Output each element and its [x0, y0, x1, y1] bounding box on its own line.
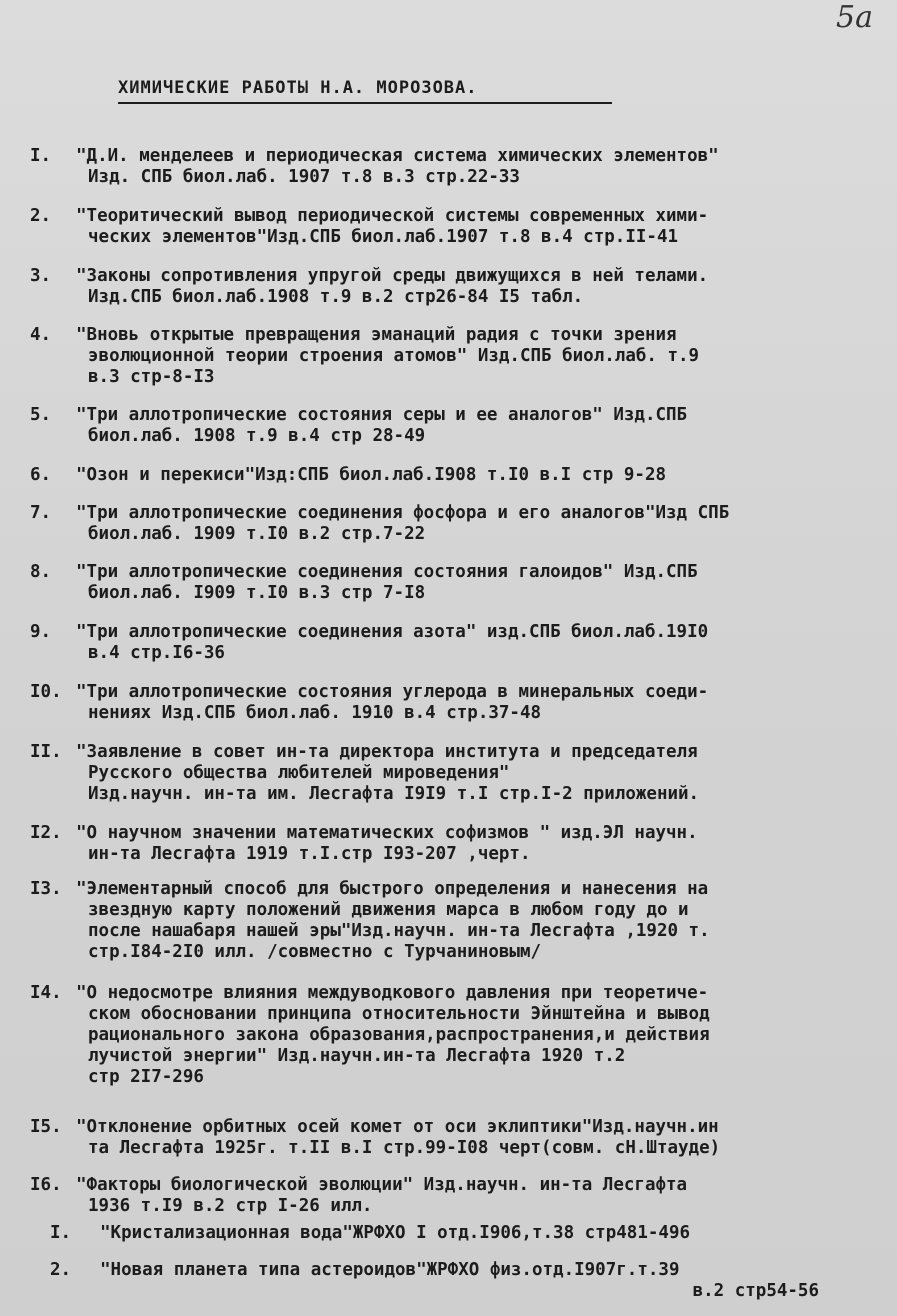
entry-line: в.2 стр54-56	[692, 1281, 819, 1301]
entry-line: "Факторы биологической эволюции" Изд.научн. ин-та Лесгафта	[76, 1175, 688, 1195]
bibliography-entry-number: I0.	[30, 682, 62, 702]
entry-line: "Три аллотропические соединения азота" изд.СПБ биол.лаб.19I0	[76, 622, 709, 642]
bibliography-entry-text	[76, 1117, 889, 1159]
entry-line: нениях Изд.СПБ биол.лаб. 1910 в.4 стр.37-48	[88, 703, 542, 723]
bibliography-entry-number: 4.	[30, 325, 52, 345]
bibliography-entry-text	[76, 266, 889, 308]
document-title: ХИМИЧЕСКИЕ РАБОТЫ Н.А. МОРОЗОВА.	[118, 78, 612, 104]
bibliography-entry-text	[76, 325, 889, 388]
entry-line: та Лесгафта 1925г. т.II в.I стр.99-I08 черт(совм. сН.Штауде)	[88, 1138, 721, 1158]
bibliography-entry-number: 6.	[30, 465, 52, 485]
entry-line: стр 2I7-296	[88, 1067, 204, 1087]
bibliography-entry-number: I2.	[30, 823, 62, 843]
bibliography-entry-number: 8.	[30, 562, 52, 582]
entry-line: "Элементарный способ для быстрого определения и нанесения на	[76, 879, 709, 899]
entry-line: "Вновь открытые превращения эманаций радия с точки зрения	[76, 325, 677, 345]
entry-line: после нашабаря нашей эры"Изд.научн. ин-та Лесгафта ,1920 т.	[88, 921, 710, 941]
entry-line: "Заявление в совет ин-та директора института и председателя	[76, 742, 698, 762]
entry-line: в.3 стр-8-I3	[88, 367, 215, 387]
entry-line: "Три аллотропические соединения состояния галоидов" Изд.СПБ	[76, 562, 698, 582]
entry-line: "Три аллотропические состояния серы и ее аналогов" Изд.СПБ	[76, 405, 688, 425]
entry-line: Изд. СПБ биол.лаб. 1907 т.8 в.3 стр.22-33	[88, 167, 520, 187]
bibliography-entry-number: I4.	[30, 983, 62, 1003]
bibliography-entry-number: 3.	[30, 266, 52, 286]
entry-line: "О научном значении математических софизмов " изд.ЭЛ научн.	[76, 823, 698, 843]
bibliography-entry-number: I.	[30, 146, 52, 166]
entry-line: Изд.научн. ин-та им. Лесгафта I9I9 т.I стр.I-2 приложений.	[88, 784, 700, 804]
entry-line: "Д.И. менделеев и периодическая система химических элементов"	[76, 146, 719, 166]
bibliography-entry-text	[76, 146, 889, 188]
entry-line: в.4 стр.I6-36	[88, 643, 225, 663]
appendix-entry-text	[100, 1260, 889, 1302]
bibliography-entry-number: I3.	[30, 879, 62, 899]
bibliography-entry-text	[76, 206, 889, 248]
appendix-entry-number: I.	[50, 1223, 72, 1243]
bibliography-entry-number: 7.	[30, 503, 52, 523]
entry-line: звездную карту положений движения марса в любом году до и	[88, 900, 689, 920]
bibliography-entry-number: 9.	[30, 622, 52, 642]
bibliography-entry-text	[76, 465, 889, 486]
entry-line: стр.I84-2I0 илл. /совместно с Турчаниновым/	[88, 942, 542, 962]
appendix-entry-text	[100, 1223, 889, 1244]
bibliography-entry-text	[76, 983, 889, 1088]
appendix-entry-number: 2.	[50, 1260, 72, 1280]
bibliography-entry-text	[76, 562, 889, 604]
bibliography-entry-text	[76, 823, 889, 865]
entry-line: "Три аллотропические состояния углерода в минеральных соеди-	[76, 682, 709, 702]
entry-line: Изд.СПБ биол.лаб.1908 т.9 в.2 стр26-84 I5 табл.	[88, 287, 584, 307]
entry-line: эволюционной теории строения атомов" Изд.СПБ биол.лаб. т.9	[88, 346, 700, 366]
entry-line: лучистой энергии" Изд.научн.ин-та Лесгафта 1920 т.2	[88, 1046, 626, 1066]
bibliography-entry-text	[76, 622, 889, 664]
bibliography-entry-number: 5.	[30, 405, 52, 425]
entry-line: "Озон и перекиси"Изд:СПБ биол.лаб.I908 т.I0 в.I стр 9-28	[76, 465, 667, 485]
entry-line: биол.лаб. I909 т.I0 в.3 стр 7-I8	[88, 583, 426, 603]
bibliography-entry-text	[76, 1175, 889, 1217]
bibliography-entry-text	[76, 405, 889, 447]
bibliography-entry-text	[76, 879, 889, 963]
entry-line: ческих элементов"Изд.СПБ биол.лаб.1907 т.8 в.4 стр.II-41	[88, 227, 679, 247]
entry-line: "Законы сопротивления упругой среды движущихся в ней телами.	[76, 266, 709, 286]
entry-line: биол.лаб. 1909 т.I0 в.2 стр.7-22	[88, 524, 426, 544]
entry-line: "Три аллотропические соединения фосфора и его аналогов"Изд СПБ	[76, 503, 730, 523]
entry-line: Русского общества любителей мироведения"	[88, 763, 510, 783]
bibliography-entry-text	[76, 682, 889, 724]
bibliography-entry-text	[76, 503, 889, 545]
entry-line: "Отклонение орбитных осей комет от оси эклиптики"Изд.научн.ин	[76, 1117, 719, 1137]
entry-line: ском обосновании принципа относительности Эйнштейна и вывод	[88, 1004, 710, 1024]
entry-line: "Теоритический вывод периодической системы современных хими-	[76, 206, 709, 226]
bibliography-entry-number: II.	[30, 742, 62, 762]
bibliography-entry-number: I6.	[30, 1175, 62, 1195]
bibliography-entry-text	[76, 742, 889, 805]
entry-line: биол.лаб. 1908 т.9 в.4 стр 28-49	[88, 426, 426, 446]
bibliography-entry-number: 2.	[30, 206, 52, 226]
page-number: 5а	[836, 0, 873, 35]
entry-line: "Кристализационная вода"ЖРФХО I отд.I906,т.38 стр481-496	[100, 1223, 691, 1243]
entry-line: ин-та Лесгафта 1919 т.I.стр I93-207 ,черт.	[88, 844, 531, 864]
entry-line: "О недосмотре влияния междуводкового давления при теоретиче-	[76, 983, 709, 1003]
entry-line: рационального закона образования,распространения,и действия	[88, 1025, 710, 1045]
entry-line: 1936 т.I9 в.2 стр I-26 илл.	[88, 1196, 373, 1216]
bibliography-entry-number: I5.	[30, 1117, 62, 1137]
entry-line: "Новая планета типа астероидов"ЖРФХО физ.отд.I907г.т.39	[100, 1260, 680, 1280]
